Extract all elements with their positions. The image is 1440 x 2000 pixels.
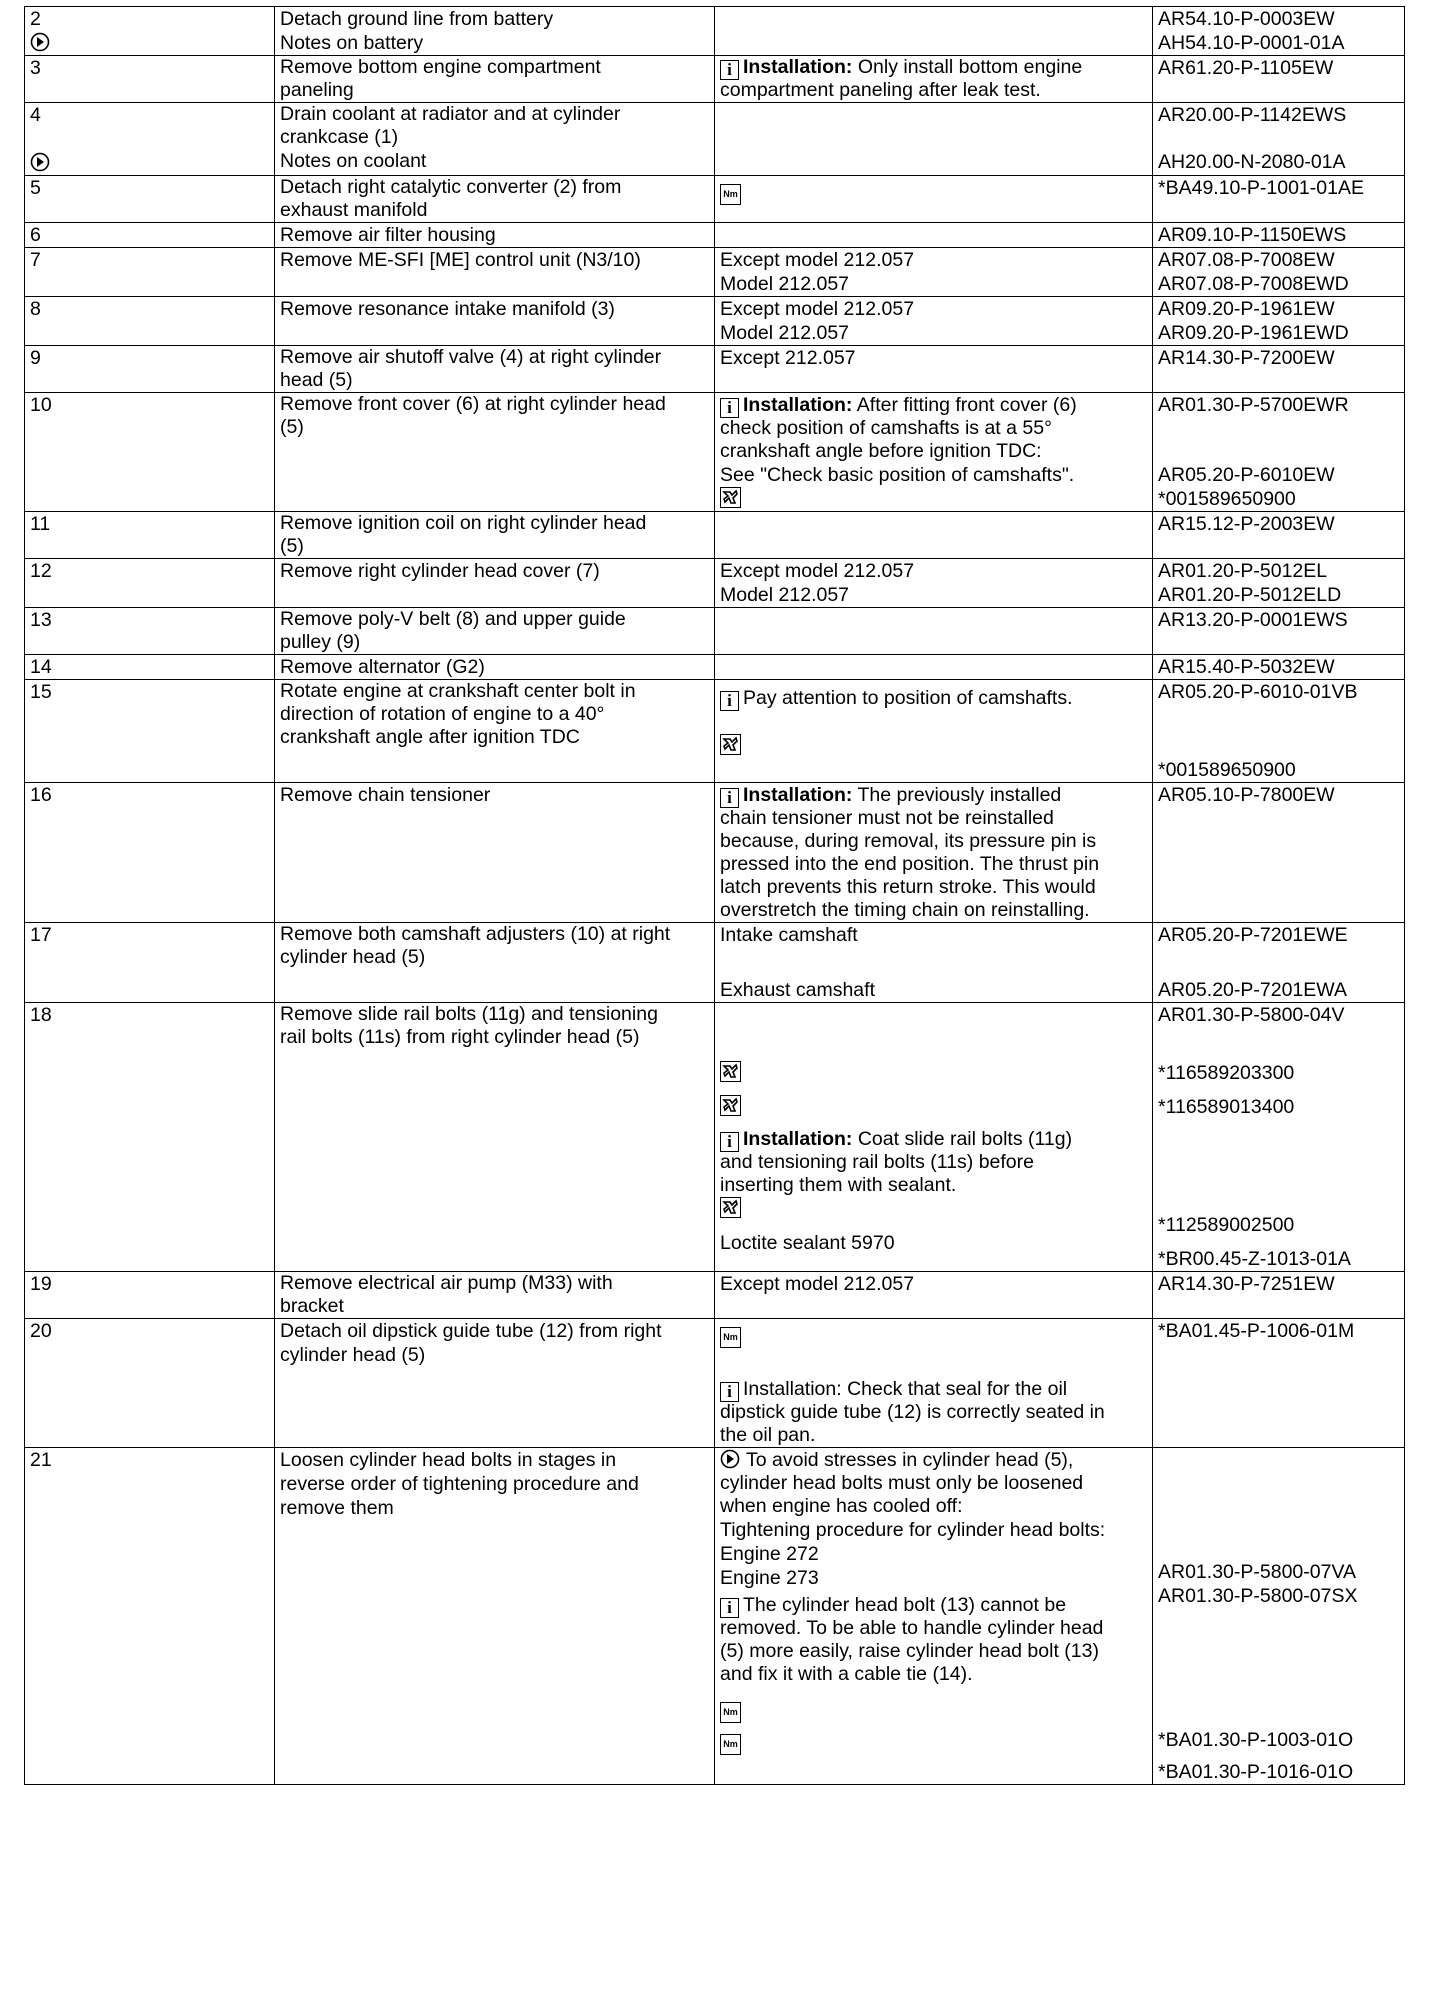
doc-reference[interactable]: AR01.20-P-5012EL [1158, 560, 1328, 582]
table-row: 10 Remove front cover (6) at right cylinder head (5) i Installation: After fitting front cover (6) check position of camshafts is at a 55° crankshaft angle before ignition TDC: See "Check basic position of camshafts". AR01.30-P-5700EWR AR05.20-P-6010EW *001589650900 [25, 393, 1405, 512]
table-row: 9 Remove air shutoff valve (4) at right cylinder head (5) Except 212.057 AR14.30-P-7200EW [25, 346, 1405, 393]
tool-icon[interactable] [720, 1061, 741, 1082]
step-number: 11 [30, 513, 51, 535]
info-icon: i [720, 1382, 739, 1402]
doc-reference[interactable]: AR05.20-P-6010-01VB [1158, 681, 1358, 703]
step-number: 8 [30, 298, 41, 320]
doc-reference[interactable]: AR05.20-P-7201EWE [1158, 924, 1348, 946]
torque-icon[interactable]: Nm [720, 1327, 741, 1348]
work-steps-table [24, 6, 1405, 1785]
table-row: 7 Remove ME-SFI [ME] control unit (N3/10) Except model 212.057 Model 212.057 AR07.08-P-7008EW AR07.08-P-7008EWD [25, 248, 1405, 297]
doc-reference[interactable]: *001589650900 [1158, 759, 1296, 781]
doc-reference[interactable]: AR07.08-P-7008EWD [1158, 273, 1349, 295]
doc-reference[interactable]: AR01.30-P-5800-04V [1158, 1004, 1345, 1026]
info-icon: i [720, 1132, 739, 1152]
table-row: 14 Remove alternator (G2) AR15.40-P-5032EW [25, 655, 1405, 680]
info-icon: i [720, 398, 739, 418]
table-row: 8 Remove resonance intake manifold (3) Except model 212.057 Model 212.057 AR09.20-P-1961EW AR09.20-P-1961EWD [25, 297, 1405, 346]
info-icon: i [720, 1598, 739, 1618]
step-number: 20 [30, 1320, 52, 1342]
doc-reference[interactable]: AR05.20-P-6010EW [1158, 464, 1335, 486]
installation-label: Installation: [743, 394, 853, 416]
table-row: 21 Loosen cylinder head bolts in stages in reverse order of tightening procedure and remove them To avoid stresses in cylinder head (5), cylinder head bolts must only be loosened when engine has cooled off: Tightening procedure for cylinder head bolts: Engine 272 Engine 273 i The cylinder head bolt (13) cannot be removed. To be able to handle cylinder head (5) more easily, raise cylinder head bolt (13) and fix it with a cable tie (14). Nm Nm AR01.30-P-5800-07VA AR01.30-P-5800-07SX *BA01.30-P-1003-01O *BA01.30-P-1016-01O [25, 1448, 1405, 1785]
step-number: 14 [30, 656, 52, 678]
doc-reference[interactable]: AR01.20-P-5012ELD [1158, 584, 1342, 606]
tool-icon[interactable] [720, 734, 741, 755]
doc-reference[interactable]: AR54.10-P-0003EW [1158, 8, 1335, 30]
doc-reference[interactable]: AR14.30-P-7251EW [1158, 1273, 1335, 1295]
step-number: 18 [30, 1004, 52, 1026]
doc-reference[interactable]: AR01.30-P-5800-07VA [1158, 1561, 1357, 1583]
table-row: 18 Remove slide rail bolts (11g) and tensioning rail bolts (11s) from right cylinder head (5) i Installation: Coat slide rail bolts (11g) and tensioning rail bolts (11s) before inserting them with sealant. Loctite sealant 5970 AR01.30-P-5800-04V *116589203300 *116589013400 *112589002500 *BR00.45-Z-1013-01A [25, 1003, 1405, 1272]
step-number: 6 [30, 224, 41, 246]
torque-icon[interactable]: Nm [720, 1734, 741, 1755]
torque-icon[interactable]: Nm [720, 184, 741, 205]
doc-reference[interactable]: AR09.10-P-1150EWS [1158, 224, 1347, 246]
doc-reference[interactable]: AR13.20-P-0001EWS [1158, 609, 1348, 631]
step-number: 16 [30, 784, 52, 806]
step-number: 5 [30, 177, 41, 199]
tool-icon[interactable] [720, 1095, 741, 1116]
doc-reference[interactable]: AH54.10-P-0001-01A [1158, 32, 1345, 54]
doc-reference[interactable]: AR01.30-P-5700EWR [1158, 394, 1349, 416]
note-icon [720, 1449, 740, 1469]
doc-reference[interactable]: AR05.10-P-7800EW [1158, 784, 1335, 806]
step-number: 15 [30, 681, 52, 703]
doc-reference[interactable]: *001589650900 [1158, 488, 1296, 510]
doc-reference[interactable]: AR14.30-P-7200EW [1158, 347, 1335, 369]
installation-label: Installation: [743, 56, 853, 78]
step-number: 13 [30, 609, 52, 631]
table-row [25, 7, 1405, 56]
table-row: 20 Detach oil dipstick guide tube (12) from right cylinder head (5) Nm i Installation: Check that seal for the oil dipstick guide tube (12) is correctly seated in the oil pan. *BA01.45-P-1006-01M [25, 1319, 1405, 1448]
table-row: 4 Drain coolant at radiator and at cylinder crankcase (1) Notes on coolant AR20.00-P-1142EWS AH20.00-N-2080-01A [25, 103, 1405, 176]
note-icon [30, 152, 50, 172]
doc-reference[interactable]: *116589013400 [1158, 1096, 1295, 1118]
installation-label: Installation: [743, 784, 853, 806]
step-number: 10 [30, 394, 52, 416]
doc-reference[interactable]: *BA01.30-P-1016-01O [1158, 1761, 1354, 1783]
step-number: 19 [30, 1273, 52, 1295]
installation-label: Installation: [743, 1128, 853, 1150]
table-row: 11 Remove ignition coil on right cylinder head (5) AR15.12-P-2003EW [25, 512, 1405, 559]
table-row: 6 Remove air filter housing AR09.10-P-1150EWS [25, 223, 1405, 248]
tool-icon[interactable] [720, 487, 741, 508]
step-number: 3 [30, 57, 41, 79]
doc-reference[interactable]: AH20.00-N-2080-01A [1158, 151, 1346, 173]
doc-reference[interactable]: AR05.20-P-7201EWA [1158, 979, 1347, 1001]
table-row: 17 Remove both camshaft adjusters (10) at right cylinder head (5) Intake camshaft Exhaust camshaft AR05.20-P-7201EWE AR05.20-P-7201EWA [25, 923, 1405, 1003]
doc-reference[interactable]: *112589002500 [1158, 1214, 1295, 1236]
step-action-cell: Detach ground line from battery Notes on battery [275, 7, 715, 56]
info-icon: i [720, 60, 739, 80]
torque-icon[interactable]: Nm [720, 1702, 741, 1723]
doc-reference[interactable]: AR61.20-P-1105EW [1158, 57, 1334, 79]
doc-reference[interactable]: AR15.40-P-5032EW [1158, 656, 1335, 678]
step-number: 12 [30, 560, 52, 582]
doc-reference[interactable]: *BA01.30-P-1003-01O [1158, 1729, 1354, 1751]
step-number: 7 [30, 249, 41, 271]
table-row: 12 Remove right cylinder head cover (7) Except model 212.057 Model 212.057 AR01.20-P-5012EL AR01.20-P-5012ELD [25, 559, 1405, 608]
step-note-cell [715, 7, 1153, 56]
table-row: 5 Detach right catalytic converter (2) from exhaust manifold Nm *BA49.10-P-1001-01AE [25, 176, 1405, 223]
doc-reference[interactable]: AR01.30-P-5800-07SX [1158, 1585, 1358, 1607]
step-number: 21 [30, 1449, 52, 1471]
doc-reference[interactable]: *116589203300 [1158, 1062, 1295, 1084]
doc-reference[interactable]: AR07.08-P-7008EW [1158, 249, 1335, 271]
note-icon [30, 32, 50, 52]
step-number: 4 [30, 104, 41, 126]
info-icon: i [720, 788, 739, 808]
table-row: 13 Remove poly-V belt (8) and upper guide pulley (9) AR13.20-P-0001EWS [25, 608, 1405, 655]
step-ref-cell [1153, 7, 1405, 56]
sealant-label: Loctite sealant 5970 [720, 1232, 895, 1254]
installation-label: Installation: [743, 1378, 842, 1400]
doc-reference[interactable]: AR09.20-P-1961EWD [1158, 322, 1349, 344]
step-number: 2 [30, 8, 41, 30]
tool-icon[interactable] [720, 1197, 741, 1218]
table-row: 16 Remove chain tensioner i Installation: The previously installed chain tensioner must not be reinstalled because, during removal, its pressure pin is pressed into the end position. The thrust pin latch prevents this return stroke. This would overstretch the timing chain on reinstalling. AR05.10-P-7800EW [25, 783, 1405, 923]
table-row: 19 Remove electrical air pump (M33) with bracket Except model 212.057 AR14.30-P-7251EW [25, 1272, 1405, 1319]
step-number: 9 [30, 347, 41, 369]
table-row: 3 Remove bottom engine compartment paneling i Installation: Only install bottom engine compartment paneling after leak test. AR61.20-P-1105EW [25, 56, 1405, 103]
table-row: 15 Rotate engine at crankshaft center bolt in direction of rotation of engine to a 40° crankshaft angle after ignition TDC i Pay attention to position of camshafts. AR05.20-P-6010-01VB *001589650900 [25, 680, 1405, 783]
doc-reference[interactable]: *BA49.10-P-1001-01AE [1158, 177, 1364, 199]
doc-reference[interactable]: AR20.00-P-1142EWS [1158, 104, 1347, 126]
step-number-cell [25, 7, 275, 56]
step-number: 17 [30, 924, 52, 946]
info-icon: i [720, 691, 739, 711]
doc-reference[interactable]: *BA01.45-P-1006-01M [1158, 1320, 1355, 1342]
doc-reference[interactable]: AR09.20-P-1961EW [1158, 298, 1335, 320]
doc-reference[interactable]: AR15.12-P-2003EW [1158, 513, 1335, 535]
doc-reference[interactable]: *BR00.45-Z-1013-01A [1158, 1248, 1351, 1270]
